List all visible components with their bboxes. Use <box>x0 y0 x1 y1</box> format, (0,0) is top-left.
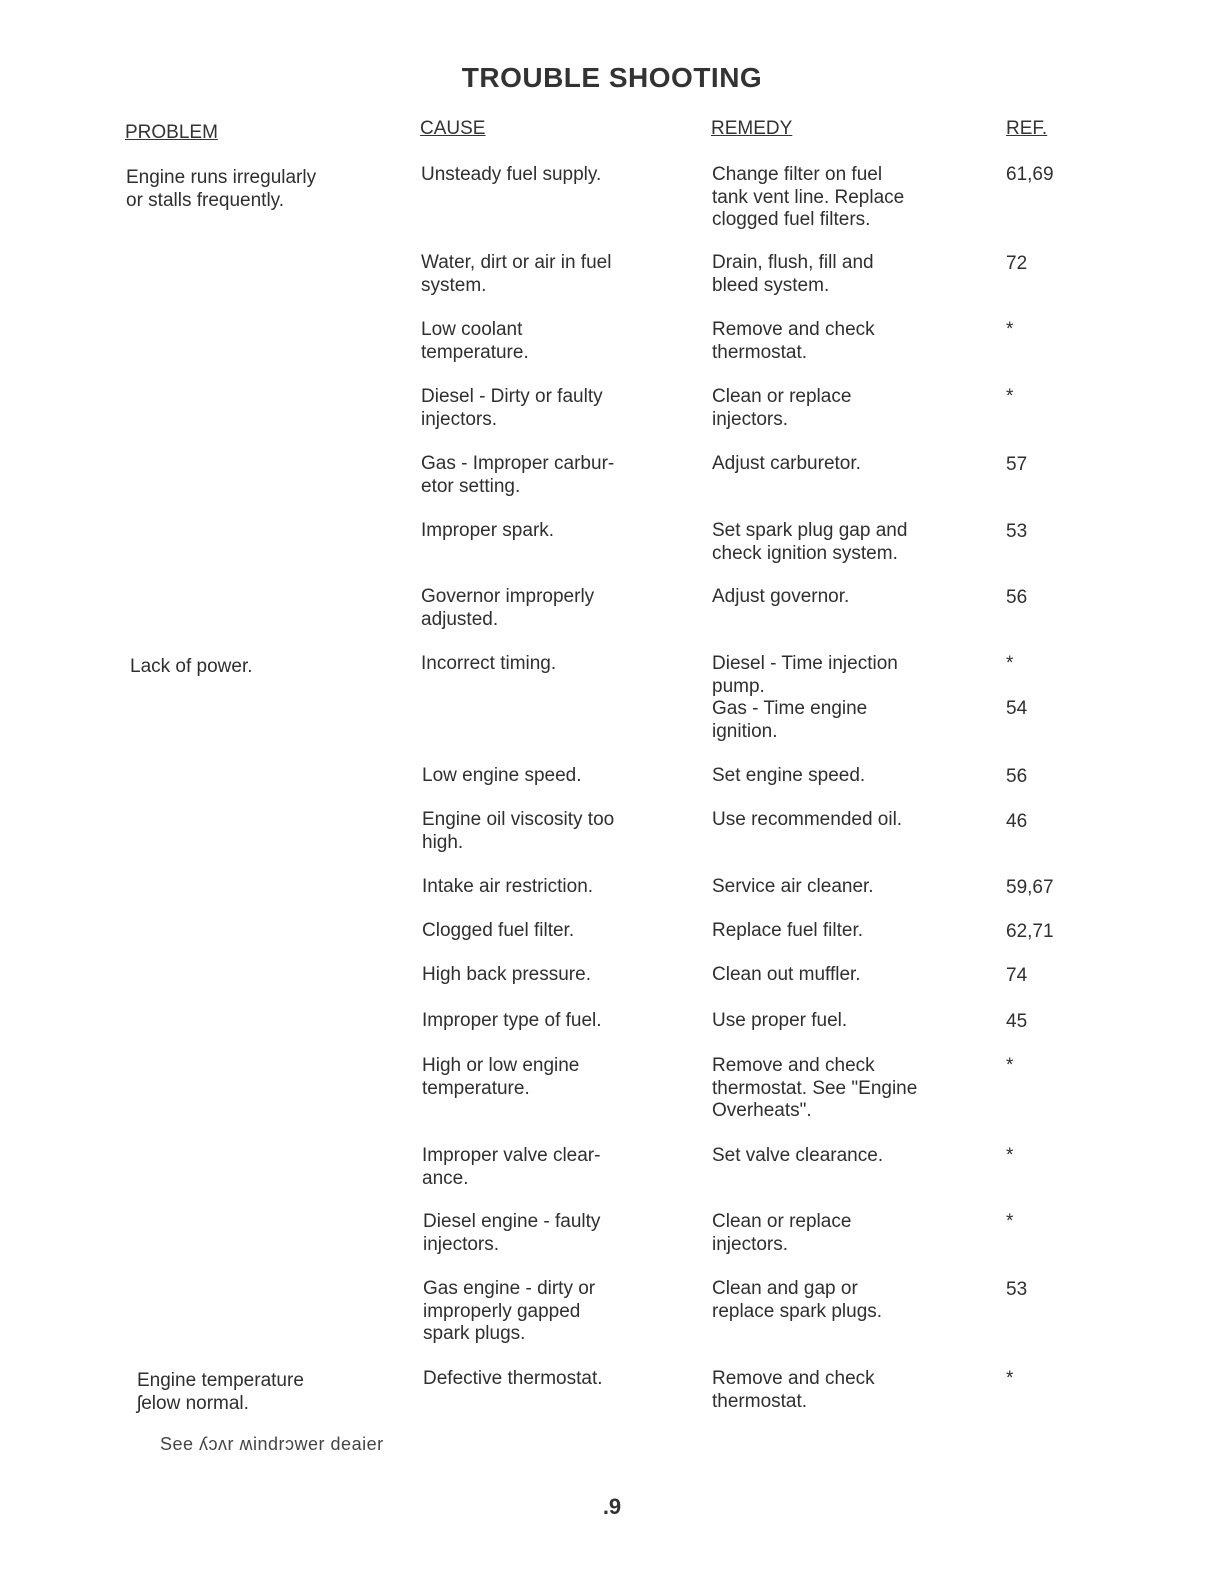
ref-cell: * <box>1006 1145 1014 1166</box>
cause-cell: High back pressure. <box>422 964 591 985</box>
remedy-cell: Replace fuel filter. <box>712 920 864 941</box>
remedy-cell: Change filter on fuel tank vent line. Replace clogged fuel filters. <box>712 164 905 230</box>
cause-cell: Incorrect timing. <box>421 653 557 674</box>
ref-cell: 74 <box>1006 965 1028 986</box>
ref-cell: * 54 <box>1006 653 1028 719</box>
cause-cell: Water, dirt or air in fuel system. <box>421 252 612 296</box>
cause-cell: Low engine speed. <box>422 765 582 786</box>
remedy-cell: Remove and check thermostat. <box>712 1368 875 1412</box>
ref-cell: 53 <box>1006 1279 1028 1300</box>
ref-cell: 62,71 <box>1006 921 1054 942</box>
ref-cell: 59,67 <box>1006 877 1054 898</box>
ref-cell: 56 <box>1006 766 1028 787</box>
remedy-cell: Clean and gap or replace spark plugs. <box>712 1278 883 1322</box>
cause-cell: Improper spark. <box>421 520 555 541</box>
cause-cell: Defective thermostat. <box>423 1368 603 1389</box>
header-ref: REF. <box>1006 118 1048 139</box>
cause-cell: Diesel - Dirty or faulty injectors. <box>421 386 603 430</box>
remedy-cell: Use recommended oil. <box>712 809 903 830</box>
cause-cell: Unsteady fuel supply. <box>421 164 602 185</box>
page-number: .9 <box>602 1494 622 1519</box>
ref-cell: 57 <box>1006 454 1028 475</box>
cause-cell: Improper type of fuel. <box>422 1010 602 1031</box>
remedy-cell: Set valve clearance. <box>712 1145 884 1166</box>
cause-cell: Improper valve clear- ance. <box>422 1145 601 1189</box>
ref-cell: 53 <box>1006 521 1028 542</box>
remedy-cell: Adjust carburetor. <box>712 453 861 474</box>
ref-cell: * <box>1006 386 1014 407</box>
remedy-cell: Diesel - Time injection pump. Gas - Time engine ignition. <box>712 653 898 742</box>
cause-cell: Engine oil viscosity too high. <box>422 809 615 853</box>
cause-cell: Gas engine - dirty or improperly gapped spark plugs. <box>423 1278 596 1344</box>
problem-irregular: Engine runs irregularly or stalls frequently. <box>126 167 317 211</box>
ref-cell: * <box>1006 319 1014 340</box>
remedy-cell: Clean or replace injectors. <box>712 386 852 430</box>
ref-cell: 56 <box>1006 587 1028 608</box>
cause-cell: Clogged fuel filter. <box>422 920 575 941</box>
remedy-cell: Use proper fuel. <box>712 1010 848 1031</box>
cause-cell: Intake air restriction. <box>422 876 594 897</box>
footnote: See ʎɔʌr ʍindrɔwer deaier <box>160 1434 384 1454</box>
header-remedy: REMEDY <box>711 118 793 139</box>
page-title: TROUBLE SHOOTING <box>461 62 763 93</box>
remedy-cell: Adjust governor. <box>712 586 850 607</box>
ref-cell: * <box>1006 1368 1014 1389</box>
remedy-cell: Service air cleaner. <box>712 876 874 897</box>
remedy-cell: Clean out muffler. <box>712 964 861 985</box>
cause-cell: High or low engine temperature. <box>422 1055 580 1099</box>
remedy-cell: Remove and check thermostat. <box>712 319 875 363</box>
remedy-cell: Drain, flush, fill and bleed system. <box>712 252 874 296</box>
ref-cell: * <box>1006 1211 1014 1232</box>
problem-temperature-low: Engine temperature ʃelow normal. <box>137 1370 304 1414</box>
problem-lack-of-power: Lack of power. <box>130 656 253 677</box>
ref-cell: 61,69 <box>1006 164 1054 185</box>
remedy-cell: Set engine speed. <box>712 765 866 786</box>
remedy-cell: Set spark plug gap and check ignition system. <box>712 520 908 564</box>
cause-cell: Diesel engine - faulty injectors. <box>423 1211 601 1255</box>
cause-cell: Governor improperly adjusted. <box>421 586 595 630</box>
ref-cell: * <box>1006 1055 1014 1076</box>
ref-cell: 72 <box>1006 253 1028 274</box>
remedy-cell: Remove and check thermostat. See "Engine Overheats". <box>712 1055 918 1121</box>
ref-cell: 46 <box>1006 811 1028 832</box>
remedy-cell: Clean or replace injectors. <box>712 1211 852 1255</box>
cause-cell: Gas - Improper carbur- etor setting. <box>421 453 615 497</box>
ref-cell: 45 <box>1006 1011 1028 1032</box>
header-cause: CAUSE <box>420 118 486 139</box>
cause-cell: Low coolant temperature. <box>421 319 529 363</box>
header-problem: PROBLEM <box>125 122 218 143</box>
